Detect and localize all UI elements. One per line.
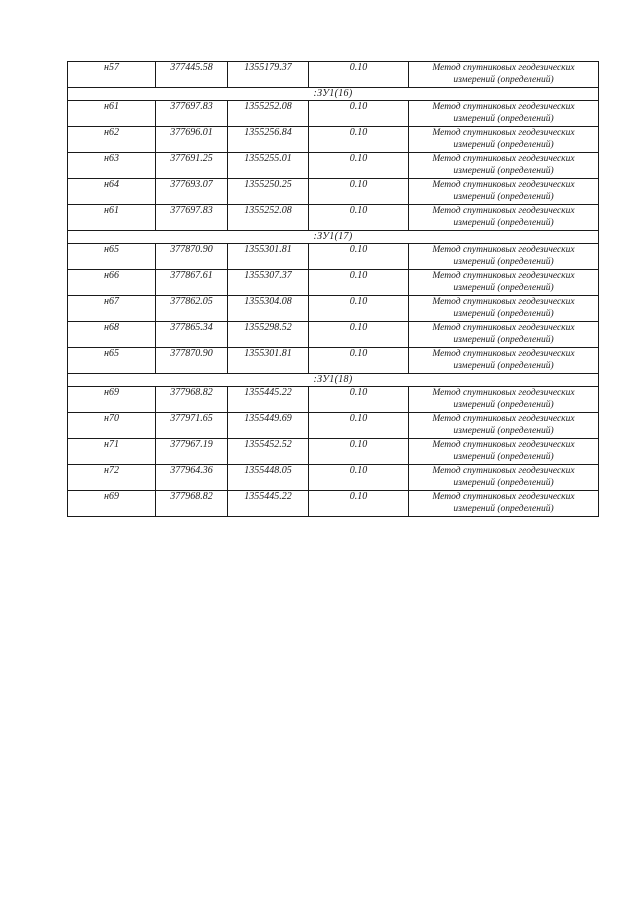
- y-coordinate-cell: 1355445.22: [228, 491, 309, 517]
- accuracy-cell: 0.10: [309, 387, 409, 413]
- y-coordinate-cell: 1355445.22: [228, 387, 309, 413]
- accuracy-cell: 0.10: [309, 127, 409, 153]
- accuracy-cell: 0.10: [309, 205, 409, 231]
- point-name-cell: н69: [68, 491, 156, 517]
- table-row: [68, 153, 599, 179]
- y-coordinate-cell: 1355179.37: [228, 62, 309, 88]
- x-coordinate-cell: 377693.07: [156, 179, 228, 205]
- accuracy-cell: 0.10: [309, 465, 409, 491]
- table-row: [68, 62, 599, 88]
- x-coordinate-cell: 377964.36: [156, 465, 228, 491]
- table-row: [68, 205, 599, 231]
- accuracy-cell: 0.10: [309, 439, 409, 465]
- x-coordinate-cell: 377968.82: [156, 491, 228, 517]
- x-coordinate-cell: 377870.90: [156, 244, 228, 270]
- coordinates-table: [67, 61, 599, 517]
- y-coordinate-cell: 1355307.37: [228, 270, 309, 296]
- table-row: [68, 413, 599, 439]
- point-name-cell: н65: [68, 244, 156, 270]
- method-cell: Метод спутниковых геодезических измерений (определений): [409, 296, 599, 322]
- point-name-cell: н67: [68, 296, 156, 322]
- y-coordinate-cell: 1355304.08: [228, 296, 309, 322]
- section-label: :ЗУ1(17): [68, 231, 599, 244]
- method-cell: Метод спутниковых геодезических измерений (определений): [409, 413, 599, 439]
- method-cell: Метод спутниковых геодезических измерений (определений): [409, 179, 599, 205]
- x-coordinate-cell: 377862.05: [156, 296, 228, 322]
- point-name-cell: н57: [68, 62, 156, 88]
- table-row: [68, 465, 599, 491]
- accuracy-cell: 0.10: [309, 244, 409, 270]
- x-coordinate-cell: 377697.83: [156, 101, 228, 127]
- accuracy-cell: 0.10: [309, 62, 409, 88]
- method-cell: Метод спутниковых геодезических измерений (определений): [409, 270, 599, 296]
- method-cell: Метод спутниковых геодезических измерений (определений): [409, 439, 599, 465]
- x-coordinate-cell: 377697.83: [156, 205, 228, 231]
- y-coordinate-cell: 1355252.08: [228, 101, 309, 127]
- point-name-cell: н68: [68, 322, 156, 348]
- accuracy-cell: 0.10: [309, 296, 409, 322]
- point-name-cell: н71: [68, 439, 156, 465]
- table-row: [68, 348, 599, 374]
- y-coordinate-cell: 1355301.81: [228, 244, 309, 270]
- y-coordinate-cell: 1355252.08: [228, 205, 309, 231]
- y-coordinate-cell: 1355255.01: [228, 153, 309, 179]
- accuracy-cell: 0.10: [309, 270, 409, 296]
- x-coordinate-cell: 377445.58: [156, 62, 228, 88]
- x-coordinate-cell: 377971.65: [156, 413, 228, 439]
- point-name-cell: н69: [68, 387, 156, 413]
- table-row: [68, 387, 599, 413]
- method-cell: Метод спутниковых геодезических измерений (определений): [409, 322, 599, 348]
- method-cell: Метод спутниковых геодезических измерений (определений): [409, 348, 599, 374]
- x-coordinate-cell: 377865.34: [156, 322, 228, 348]
- point-name-cell: н63: [68, 153, 156, 179]
- section-label: :ЗУ1(16): [68, 88, 599, 101]
- accuracy-cell: 0.10: [309, 413, 409, 439]
- method-cell: Метод спутниковых геодезических измерений (определений): [409, 101, 599, 127]
- y-coordinate-cell: 1355250.25: [228, 179, 309, 205]
- accuracy-cell: 0.10: [309, 322, 409, 348]
- accuracy-cell: 0.10: [309, 179, 409, 205]
- method-cell: Метод спутниковых геодезических измерений (определений): [409, 205, 599, 231]
- x-coordinate-cell: 377870.90: [156, 348, 228, 374]
- coordinates-table-body: [68, 62, 599, 517]
- point-name-cell: н61: [68, 101, 156, 127]
- point-name-cell: н62: [68, 127, 156, 153]
- table-row: [68, 101, 599, 127]
- accuracy-cell: 0.10: [309, 153, 409, 179]
- method-cell: Метод спутниковых геодезических измерений (определений): [409, 153, 599, 179]
- section-label: :ЗУ1(18): [68, 374, 599, 387]
- table-row: [68, 296, 599, 322]
- x-coordinate-cell: 377867.61: [156, 270, 228, 296]
- x-coordinate-cell: 377691.25: [156, 153, 228, 179]
- y-coordinate-cell: 1355298.52: [228, 322, 309, 348]
- point-name-cell: н70: [68, 413, 156, 439]
- accuracy-cell: 0.10: [309, 491, 409, 517]
- section-header-row: [68, 231, 599, 244]
- table-row: [68, 244, 599, 270]
- point-name-cell: н72: [68, 465, 156, 491]
- y-coordinate-cell: 1355448.05: [228, 465, 309, 491]
- table-row: [68, 491, 599, 517]
- point-name-cell: н64: [68, 179, 156, 205]
- point-name-cell: н66: [68, 270, 156, 296]
- method-cell: Метод спутниковых геодезических измерений (определений): [409, 127, 599, 153]
- y-coordinate-cell: 1355301.81: [228, 348, 309, 374]
- x-coordinate-cell: 377967.19: [156, 439, 228, 465]
- x-coordinate-cell: 377696.01: [156, 127, 228, 153]
- method-cell: Метод спутниковых геодезических измерений (определений): [409, 62, 599, 88]
- table-row: [68, 179, 599, 205]
- y-coordinate-cell: 1355256.84: [228, 127, 309, 153]
- accuracy-cell: 0.10: [309, 348, 409, 374]
- table-row: [68, 127, 599, 153]
- table-row: [68, 322, 599, 348]
- y-coordinate-cell: 1355452.52: [228, 439, 309, 465]
- accuracy-cell: 0.10: [309, 101, 409, 127]
- x-coordinate-cell: 377968.82: [156, 387, 228, 413]
- section-header-row: [68, 374, 599, 387]
- point-name-cell: н65: [68, 348, 156, 374]
- method-cell: Метод спутниковых геодезических измерений (определений): [409, 465, 599, 491]
- section-header-row: [68, 88, 599, 101]
- point-name-cell: н61: [68, 205, 156, 231]
- y-coordinate-cell: 1355449.69: [228, 413, 309, 439]
- method-cell: Метод спутниковых геодезических измерений (определений): [409, 491, 599, 517]
- method-cell: Метод спутниковых геодезических измерений (определений): [409, 387, 599, 413]
- table-row: [68, 439, 599, 465]
- table-row: [68, 270, 599, 296]
- method-cell: Метод спутниковых геодезических измерений (определений): [409, 244, 599, 270]
